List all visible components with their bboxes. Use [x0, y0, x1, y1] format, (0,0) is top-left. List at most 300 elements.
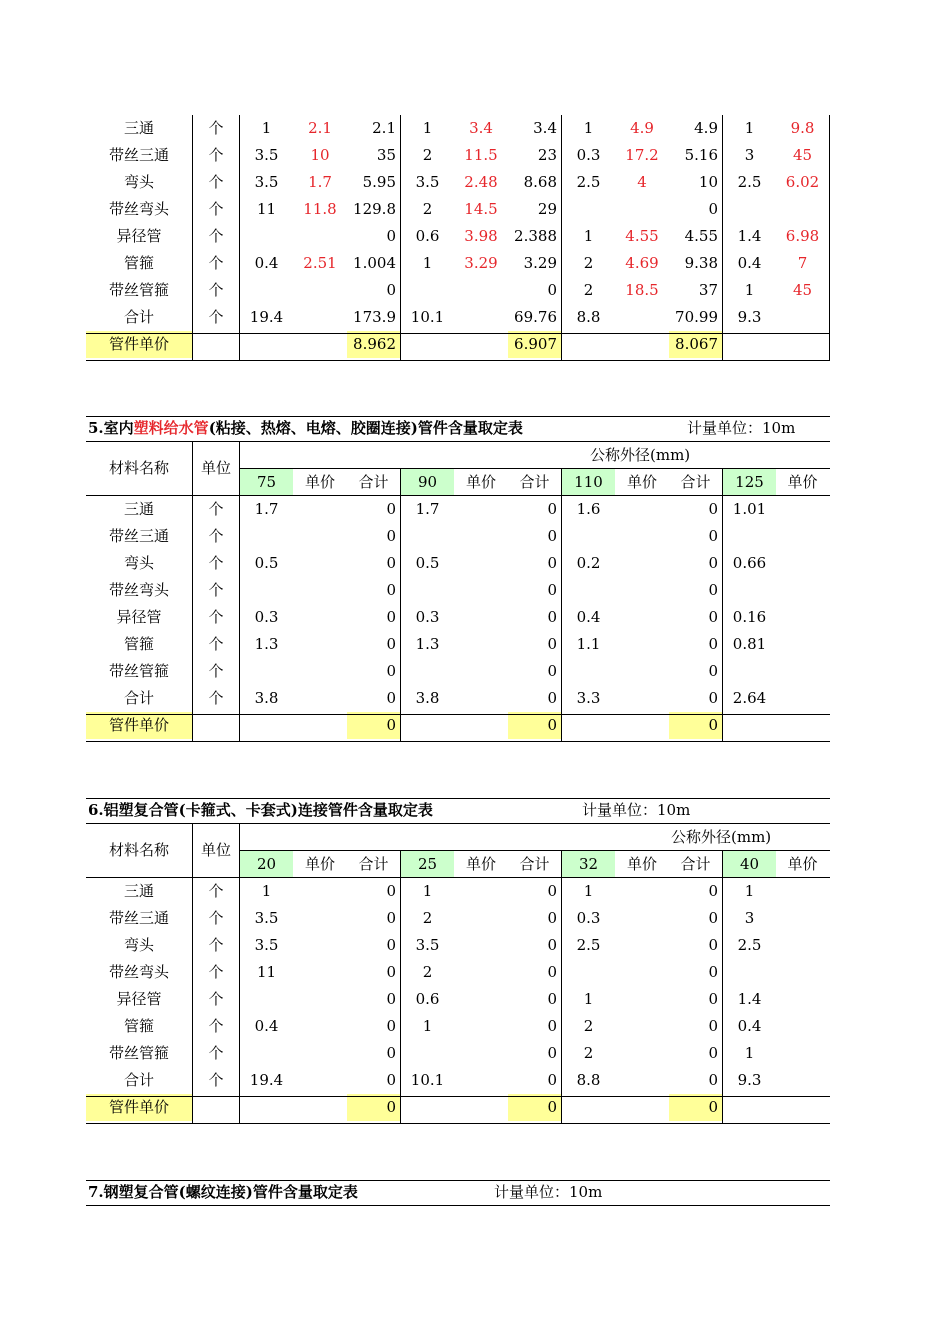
value-cell: 1: [422, 882, 433, 900]
header-unit: 单位: [200, 841, 231, 859]
value-cell: 69.76: [514, 308, 557, 326]
table-row: [86, 878, 830, 905]
value-cell: [293, 604, 347, 631]
value-cell: [723, 658, 776, 685]
sum-col-header: 合计: [358, 855, 389, 873]
value-cell: 0: [708, 608, 718, 626]
table-row: [86, 604, 830, 631]
header-material: 材料名称: [108, 841, 169, 859]
value-cell: 0: [708, 500, 718, 518]
value-cell: [454, 1013, 508, 1040]
size-header: 110: [562, 469, 615, 496]
value-cell: 0.2: [576, 554, 601, 572]
value-cell: 0.5: [254, 554, 279, 572]
table-row: [86, 496, 830, 523]
value-cell: 0: [547, 689, 557, 707]
price-row: [86, 331, 830, 358]
value-cell: 10: [310, 146, 330, 164]
value-cell: [293, 685, 347, 712]
value-cell: [454, 550, 508, 577]
value-cell: 0: [708, 1071, 718, 1089]
value-cell: 11: [256, 200, 277, 218]
price-col-header: 单价: [626, 855, 657, 873]
header-material: 材料名称: [108, 459, 169, 477]
value-cell: 0: [708, 527, 718, 545]
value-cell: [776, 523, 829, 550]
material-name: 弯头: [123, 554, 154, 572]
value-cell: [240, 1040, 293, 1067]
value-cell: [615, 658, 669, 685]
value-cell: 2: [583, 254, 594, 272]
value-cell: 1: [583, 882, 594, 900]
value-cell: 3.8: [254, 689, 279, 707]
value-cell: 0.4: [576, 608, 601, 626]
value-cell: [776, 604, 829, 631]
value-cell: 0: [708, 581, 718, 599]
value-cell: 0: [547, 635, 557, 653]
value-cell: 11.8: [303, 200, 337, 218]
value-cell: [615, 905, 669, 932]
value-cell: 2.5: [737, 936, 762, 954]
value-cell: 2.5: [576, 936, 601, 954]
value-cell: 1.01: [732, 500, 767, 518]
value-cell: 2.48: [464, 173, 498, 191]
value-cell: 1: [583, 227, 594, 245]
value-cell: 18.5: [625, 281, 659, 299]
value-cell: 0: [386, 635, 396, 653]
value-cell: [615, 496, 669, 523]
unit-cell: 个: [208, 662, 224, 680]
table-row: [86, 550, 830, 577]
value-cell: 5.95: [362, 173, 396, 191]
table-row: [86, 304, 830, 331]
value-cell: 1.7: [254, 500, 279, 518]
value-cell: [615, 932, 669, 959]
value-cell: 0: [547, 990, 557, 1008]
value-cell: [562, 196, 615, 223]
table-row: [86, 115, 830, 142]
value-cell: 2: [422, 200, 433, 218]
value-cell: [293, 277, 347, 304]
value-cell: [454, 631, 508, 658]
table5-unit-label: 计量单位：10m: [687, 419, 796, 437]
value-cell: [776, 631, 829, 658]
value-cell: 7: [797, 254, 808, 272]
table-row: [86, 685, 830, 712]
value-cell: 2: [583, 1044, 594, 1062]
value-cell: [776, 685, 829, 712]
value-cell: 9.3: [737, 1071, 762, 1089]
value-cell: 0: [708, 1044, 718, 1062]
unit-cell: 个: [208, 963, 224, 981]
size-header: 125: [723, 469, 776, 496]
value-cell: [562, 523, 615, 550]
value-cell: 0: [547, 1071, 557, 1089]
value-cell: 3.29: [523, 254, 557, 272]
value-cell: 0: [386, 1044, 396, 1062]
value-cell: 129.8: [353, 200, 396, 218]
material-name: 带丝管箍: [108, 1044, 169, 1062]
value-cell: [454, 878, 508, 905]
value-cell: [293, 496, 347, 523]
value-cell: 2.5: [576, 173, 601, 191]
value-cell: 4: [637, 173, 647, 191]
value-cell: 1.1: [576, 635, 601, 653]
value-cell: 1.3: [254, 635, 279, 653]
value-cell: 2.64: [732, 689, 767, 707]
value-cell: [615, 986, 669, 1013]
value-cell: [240, 277, 293, 304]
value-cell: 0.4: [254, 254, 279, 272]
table5-title: 5.室内塑料给水管(粘接、热熔、电熔、胶圈连接)管件含量取定表: [88, 419, 523, 437]
value-cell: [401, 277, 454, 304]
value-cell: 9.3: [737, 308, 762, 326]
table-row: [86, 142, 830, 169]
value-cell: 0.3: [415, 608, 440, 626]
value-cell: [776, 932, 829, 959]
value-cell: 0.5: [415, 554, 440, 572]
value-cell: [454, 277, 508, 304]
sum-col-header: 合计: [519, 473, 550, 491]
value-cell: 0: [708, 662, 718, 680]
value-cell: [615, 1067, 669, 1094]
value-cell: 1.6: [576, 500, 601, 518]
price-value: 6.907: [508, 331, 561, 358]
price-label: 管件单价: [86, 1094, 192, 1121]
value-cell: 0: [386, 662, 396, 680]
unit-cell: 个: [208, 1071, 224, 1089]
material-name: 三通: [123, 882, 154, 900]
value-cell: 0: [547, 1044, 557, 1062]
value-cell: [615, 959, 669, 986]
value-cell: 1: [744, 882, 755, 900]
unit-cell: 个: [208, 909, 224, 927]
value-cell: 1.4: [737, 990, 762, 1008]
value-cell: 2.51: [303, 254, 337, 272]
material-name: 带丝三通: [108, 146, 169, 164]
table-row: [86, 1067, 830, 1094]
value-cell: 3.3: [576, 689, 601, 707]
value-cell: 1.7: [415, 500, 440, 518]
value-cell: 3: [744, 909, 755, 927]
value-cell: 3: [744, 146, 755, 164]
value-cell: [293, 523, 347, 550]
value-cell: [293, 1067, 347, 1094]
value-cell: [454, 523, 508, 550]
value-cell: [776, 986, 829, 1013]
value-cell: 11: [256, 963, 277, 981]
material-name: 弯头: [123, 936, 154, 954]
value-cell: 173.9: [353, 308, 396, 326]
value-cell: [454, 1067, 508, 1094]
sum-col-header: 合计: [519, 855, 550, 873]
value-cell: [293, 1013, 347, 1040]
unit-cell: 个: [208, 173, 224, 191]
table-row: [86, 932, 830, 959]
value-cell: [454, 577, 508, 604]
value-cell: [454, 685, 508, 712]
table6-title: 6.铝塑复合管(卡箍式、卡套式)连接管件含量取定表: [88, 801, 433, 819]
value-cell: 2.1: [308, 119, 332, 137]
value-cell: [293, 631, 347, 658]
value-cell: 0.6: [415, 227, 440, 245]
value-cell: [615, 1013, 669, 1040]
material-name: 带丝管箍: [108, 281, 169, 299]
material-name: 管箍: [123, 254, 154, 272]
value-cell: 0: [547, 882, 557, 900]
material-name: 异径管: [116, 608, 162, 626]
unit-cell: 个: [208, 882, 224, 900]
value-cell: [562, 959, 615, 986]
material-name: 带丝三通: [108, 527, 169, 545]
sum-col-header: 合计: [680, 855, 711, 873]
value-cell: 1.4: [737, 227, 762, 245]
value-cell: [293, 905, 347, 932]
value-cell: 2.5: [737, 173, 762, 191]
value-cell: 1: [744, 1044, 755, 1062]
value-cell: [615, 577, 669, 604]
value-cell: [776, 496, 829, 523]
table5: [86, 414, 830, 744]
table-row: [86, 196, 830, 223]
value-cell: 2: [583, 1017, 594, 1035]
value-cell: 0: [547, 1017, 557, 1035]
value-cell: 0: [386, 1071, 396, 1089]
value-cell: 2: [583, 281, 594, 299]
material-name: 三通: [123, 119, 154, 137]
price-label: 管件单价: [86, 712, 192, 739]
sum-col-header: 合计: [358, 473, 389, 491]
value-cell: 0: [386, 909, 396, 927]
value-cell: [454, 959, 508, 986]
table-row: [86, 523, 830, 550]
value-cell: [615, 1040, 669, 1067]
price-value: 0: [508, 1094, 561, 1121]
value-cell: 2: [422, 909, 433, 927]
material-name: 异径管: [116, 990, 162, 1008]
price-col-header: 单价: [465, 855, 496, 873]
value-cell: 2.388: [514, 227, 557, 245]
material-name: 带丝弯头: [108, 963, 169, 981]
size-header: 20: [240, 851, 293, 878]
table-row: [86, 959, 830, 986]
value-cell: [240, 577, 293, 604]
table-row: [86, 905, 830, 932]
value-cell: 9.8: [790, 119, 815, 137]
value-cell: 10.1: [410, 308, 445, 326]
value-cell: 1.3: [415, 635, 440, 653]
price-col-header: 单价: [626, 473, 657, 491]
value-cell: 10: [698, 173, 718, 191]
value-cell: 0: [386, 554, 396, 572]
value-cell: [615, 685, 669, 712]
value-cell: 1: [583, 990, 594, 1008]
value-cell: 0: [386, 227, 396, 245]
value-cell: 3.5: [415, 173, 440, 191]
value-cell: 4.55: [684, 227, 718, 245]
table4: [86, 115, 830, 361]
value-cell: 1: [261, 882, 272, 900]
unit-cell: 个: [208, 635, 224, 653]
unit-cell: 个: [208, 227, 224, 245]
value-cell: 3.8: [415, 689, 440, 707]
value-cell: 10.1: [410, 1071, 445, 1089]
value-cell: 19.4: [249, 1071, 284, 1089]
table-row: [86, 277, 830, 304]
unit-cell: 个: [208, 254, 224, 272]
table6-unit-label: 计量单位：10m: [582, 801, 691, 819]
value-cell: 0: [547, 936, 557, 954]
value-cell: [615, 631, 669, 658]
value-cell: 0: [386, 1017, 396, 1035]
value-cell: 37: [698, 281, 718, 299]
value-cell: [454, 304, 508, 331]
value-cell: 0: [708, 635, 718, 653]
header-row: [86, 851, 830, 878]
value-cell: 4.9: [694, 119, 718, 137]
value-cell: 11.5: [464, 146, 498, 164]
material-name: 合计: [123, 308, 154, 326]
unit-cell: 个: [208, 990, 224, 1008]
table-row: [86, 169, 830, 196]
material-name: 管箍: [123, 1017, 154, 1035]
value-cell: [454, 986, 508, 1013]
unit-cell: 个: [208, 554, 224, 572]
value-cell: 0: [386, 608, 396, 626]
value-cell: [293, 878, 347, 905]
value-cell: [401, 577, 454, 604]
table-row: [86, 986, 830, 1013]
value-cell: [723, 959, 776, 986]
value-cell: [401, 523, 454, 550]
value-cell: 1: [422, 1017, 433, 1035]
value-cell: 17.2: [625, 146, 659, 164]
value-cell: 9.38: [684, 254, 718, 272]
value-cell: 0: [547, 281, 557, 299]
material-name: 合计: [123, 689, 154, 707]
material-name: 带丝弯头: [108, 581, 169, 599]
unit-cell: 个: [208, 581, 224, 599]
table-row: [86, 631, 830, 658]
table-row: [86, 1013, 830, 1040]
price-value: 0: [347, 712, 400, 739]
price-value: 0: [669, 1094, 722, 1121]
value-cell: 0.3: [576, 146, 601, 164]
value-cell: [776, 658, 829, 685]
value-cell: [776, 905, 829, 932]
value-cell: 8.8: [576, 1071, 601, 1089]
value-cell: [615, 604, 669, 631]
value-cell: 1: [583, 119, 594, 137]
price-value: 0: [508, 712, 561, 739]
value-cell: [615, 523, 669, 550]
value-cell: [240, 658, 293, 685]
value-cell: [615, 878, 669, 905]
value-cell: 5.16: [684, 146, 718, 164]
value-cell: [776, 550, 829, 577]
value-cell: 3.4: [469, 119, 493, 137]
value-cell: 70.99: [675, 308, 718, 326]
value-cell: 3.98: [464, 227, 498, 245]
price-col-header: 单价: [304, 473, 335, 491]
unit-cell: 个: [208, 1044, 224, 1062]
sum-col-header: 合计: [680, 473, 711, 491]
value-cell: [776, 196, 829, 223]
unit-cell: 个: [208, 146, 224, 164]
table-row: [86, 658, 830, 685]
value-cell: [562, 658, 615, 685]
value-cell: 0: [386, 281, 396, 299]
value-cell: [401, 1040, 454, 1067]
value-cell: [293, 986, 347, 1013]
table7: [86, 1178, 830, 1210]
unit-cell: 个: [208, 608, 224, 626]
value-cell: 45: [792, 281, 813, 299]
value-cell: 1: [261, 119, 272, 137]
value-cell: [723, 196, 776, 223]
value-cell: [454, 604, 508, 631]
table6: [86, 796, 830, 1126]
price-col-header: 单价: [465, 473, 496, 491]
value-cell: [615, 196, 669, 223]
value-cell: [723, 523, 776, 550]
value-cell: 2: [422, 963, 433, 981]
header-diameter: 公称外径(mm): [671, 828, 772, 846]
value-cell: 0: [708, 963, 718, 981]
material-name: 合计: [123, 1071, 154, 1089]
value-cell: [776, 577, 829, 604]
value-cell: 0.6: [415, 990, 440, 1008]
value-cell: [454, 1040, 508, 1067]
table-row: [86, 1040, 830, 1067]
value-cell: [454, 496, 508, 523]
size-header: 75: [240, 469, 293, 496]
value-cell: [293, 577, 347, 604]
value-cell: [293, 959, 347, 986]
value-cell: 0: [708, 909, 718, 927]
value-cell: [240, 223, 293, 250]
value-cell: 6.02: [785, 173, 820, 191]
value-cell: 1: [744, 281, 755, 299]
material-name: 管箍: [123, 635, 154, 653]
value-cell: 3.5: [254, 909, 279, 927]
price-label: 管件单价: [86, 331, 192, 358]
unit-cell: 个: [208, 308, 224, 326]
value-cell: 8.8: [576, 308, 601, 326]
value-cell: 0.66: [732, 554, 767, 572]
value-cell: [615, 550, 669, 577]
value-cell: 1: [422, 119, 433, 137]
value-cell: 45: [792, 146, 813, 164]
value-cell: 3.5: [254, 936, 279, 954]
value-cell: [293, 1040, 347, 1067]
value-cell: 0: [386, 500, 396, 518]
value-cell: [776, 1040, 829, 1067]
value-cell: [401, 658, 454, 685]
header-unit: 单位: [200, 459, 231, 477]
value-cell: 14.5: [464, 200, 498, 218]
unit-cell: 个: [208, 1017, 224, 1035]
material-name: 异径管: [116, 227, 162, 245]
value-cell: 3.5: [254, 173, 279, 191]
value-cell: 0: [708, 1017, 718, 1035]
price-value: 8.962: [347, 331, 400, 358]
value-cell: [615, 304, 669, 331]
table-row: [86, 250, 830, 277]
unit-cell: 个: [208, 281, 224, 299]
value-cell: [776, 1013, 829, 1040]
price-row: [86, 1094, 830, 1121]
